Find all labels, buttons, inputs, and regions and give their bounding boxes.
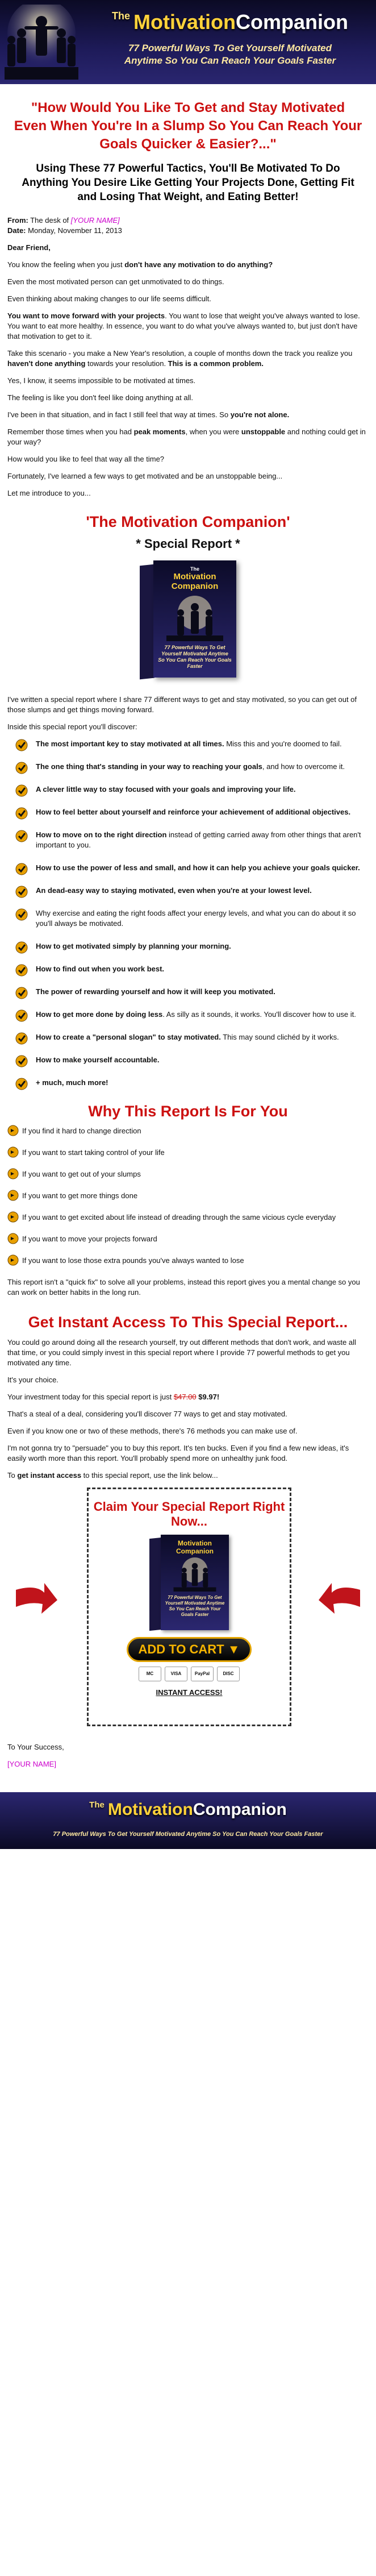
- arrow-right-icon: [13, 1578, 59, 1618]
- arrow-bullet-icon: [7, 1254, 19, 1266]
- checkmark-icon: [15, 863, 28, 875]
- letter-paragraph: You know the feeling when you just don't have any motivation to do anything?: [7, 260, 273, 269]
- special-report-label: * Special Report *: [136, 537, 240, 551]
- people-silhouettes-icon: [166, 596, 223, 641]
- letter-paragraph: Remember those times when you had peak moments, when you were unstoppable and nothing could get in your way?: [7, 427, 366, 446]
- for-you-closing: This report isn't a "quick fix" to solve all your problems, instead this report gives you a mental change so you can work on better habits in the long run.: [7, 1278, 360, 1297]
- benefit-item: How to move on to the right direction instead of getting carried away from other things that aren't important to you.: [15, 830, 369, 850]
- checkmark-icon: [15, 1078, 28, 1090]
- checkmark-icon: [15, 886, 28, 898]
- order-section: [7, 1488, 369, 1732]
- signoff-line: To Your Success,: [7, 1743, 64, 1751]
- access-paragraph: That's a steal of a deal, considering you'll discover 77 ways to get and stay motivated.: [7, 1410, 287, 1418]
- letter-paragraph: I've been in that situation, and in fact I still feel that way at times. So you're not alone.: [7, 410, 290, 419]
- arrow-left-icon: [317, 1578, 363, 1618]
- benefit-item: The one thing that's standing in your way to reaching your goals, and how to overcome it.: [15, 762, 369, 772]
- main-headline: "How Would You Like To Get and Stay Motivated Even When You're In a Slump So You Can Reach Your Goals Quicker & Easier?...": [14, 100, 362, 152]
- for-you-list: [7, 1126, 369, 1266]
- add-to-cart-button[interactable]: ADD TO CART ▼: [127, 1637, 252, 1662]
- payment-card-icon: MC: [139, 1667, 161, 1681]
- intro-paragraph: Inside this special report you'll discover:: [7, 722, 137, 731]
- for-you-item: If you want to start taking control of your life: [7, 1148, 369, 1158]
- people-silhouettes-icon: [5, 5, 78, 80]
- checkmark-icon: [15, 941, 28, 954]
- header-tagline: [91, 42, 369, 67]
- letter-paragraph: Take this scenario - you make a New Year's resolution, a couple of months down the track you realize you haven't done anything towards your resolution. This is a common problem.: [7, 349, 353, 368]
- checkmark-icon: [15, 908, 28, 921]
- benefit-item: Why exercise and eating the right foods affect your energy levels, and what you can do about it so you'll always be motivated.: [15, 908, 369, 929]
- benefits-list: [15, 739, 369, 1088]
- tagline-line-2: Anytime So You Can Reach Your Goals Faster: [124, 55, 336, 66]
- checkmark-icon: [15, 739, 28, 751]
- checkmark-icon: [15, 1009, 28, 1022]
- book-cover-image: Motivation Companion 77 Powerful Ways To Get Yourself Motivated Anytime So You Can Reach Your Goals Faster: [149, 1535, 229, 1631]
- access-paragraph: You could go around doing all the research yourself, try out different methods that don't work, and waste all that time, or you could simply invest in this special report where I provide 77 powerful methods to get you motivated any time.: [7, 1338, 356, 1367]
- book-front: The Motivation Companion 77 Powerful Ways To Get Yourself Motivated Anytime So You Can Reach Your Goals Faster: [153, 560, 236, 678]
- book-cover-image: [140, 560, 236, 680]
- arrow-bullet-icon: [7, 1125, 19, 1136]
- letter-paragraph: How would you like to feel that way all the time?: [7, 455, 165, 463]
- claim-heading: Claim Your Special Report Right Now...: [93, 1499, 285, 1528]
- header-banner: [0, 0, 376, 84]
- checkmark-icon: [15, 784, 28, 797]
- brand-logo: [91, 10, 369, 34]
- benefit-item: The power of rewarding yourself and how it will keep you motivated.: [15, 987, 369, 997]
- book-spine: [140, 564, 154, 680]
- access-paragraph: Even if you know one or two of these methods, there's 76 methods you can make use of.: [7, 1427, 298, 1435]
- arrow-bullet-icon: [7, 1233, 19, 1244]
- sub-headline: Using These 77 Powerful Tactics, You'll Be Motivated To Do Anything You Desire Like Getting Your Projects Done, Getting Fit and Losing That Weight, and Eating Better!: [22, 163, 354, 203]
- letter-paragraph: The feeling is like you don't feel like doing anything at all.: [7, 393, 193, 402]
- from-line: From: The desk of [YOUR NAME] Date: Monday, November 11, 2013: [7, 216, 122, 235]
- product-title: 'The Motivation Companion': [86, 513, 290, 530]
- chevron-down-icon: ▼: [227, 1642, 240, 1656]
- benefit-item: + much, much more!: [15, 1078, 369, 1088]
- tagline-line-1: 77 Powerful Ways To Get Yourself Motivated: [128, 43, 332, 53]
- arrow-bullet-icon: [7, 1146, 19, 1158]
- footer-brand: $^{The}$ MotivationCompanion: [89, 1800, 287, 1819]
- for-you-item: If you want to get out of your slumps: [7, 1169, 369, 1179]
- instant-access-link[interactable]: INSTANT ACCESS!: [156, 1688, 223, 1697]
- brand-companion: Companion: [236, 10, 348, 34]
- signoff-name: [YOUR NAME]: [7, 1760, 56, 1768]
- for-you-item: If you want to move your projects forward: [7, 1234, 369, 1244]
- for-you-item: If you want to get excited about life instead of dreading through the same vicious cycle everyday: [7, 1212, 369, 1223]
- checkmark-icon: [15, 987, 28, 999]
- benefit-item: How to use the power of less and small, and how it can help you achieve your goals quicker.: [15, 863, 369, 873]
- benefit-item: A clever little way to stay focused with your goals and improving your life.: [15, 784, 369, 795]
- benefit-item: How to feel better about yourself and reinforce your achievement of additional objectives.: [15, 807, 369, 817]
- checkmark-icon: [15, 1032, 28, 1045]
- greeting: Dear Friend,: [7, 243, 51, 252]
- benefit-item: How to find out when you work best.: [15, 964, 369, 974]
- for-you-item: If you find it hard to change direction: [7, 1126, 369, 1136]
- benefit-item: How to create a "personal slogan" to stay motivated. This may sound clichéd by it works.: [15, 1032, 369, 1042]
- payment-card-icon: VISA: [165, 1667, 187, 1681]
- footer-tagline: 77 Powerful Ways To Get Yourself Motivated Anytime So You Can Reach Your Goals Faster: [53, 1831, 323, 1838]
- access-paragraph: To get instant access to this special report, use the link below...: [7, 1471, 218, 1480]
- access-paragraph: I'm not gonna try to "persuade" you to buy this report. It's ten bucks. Even if you find a few new ideas, it's easily worth more than this report. You'll probably spend more on unhealthy junk food.: [7, 1444, 349, 1462]
- your-name-placeholder: [YOUR NAME]: [70, 216, 120, 225]
- benefit-item: How to get motivated simply by planning your morning.: [15, 941, 369, 952]
- intro-paragraph: I've written a special report where I share 77 different ways to get and stay motivated, so you can get out of those slumps and get things moving forward.: [7, 695, 357, 714]
- benefit-item: An dead-easy way to staying motivated, even when you're at your lowest level.: [15, 886, 369, 896]
- letter-paragraph: Even the most motivated person can get unmotivated to do things.: [7, 277, 224, 286]
- benefit-item: The most important key to stay motivated at all times. Miss this and you're doomed to fail.: [15, 739, 369, 749]
- date-value: Monday, November 11, 2013: [28, 226, 122, 235]
- letter-paragraph: Yes, I know, it seems impossible to be motivated at times.: [7, 376, 196, 385]
- brand-motivation: Motivation: [133, 10, 236, 34]
- benefit-item: How to make yourself accountable.: [15, 1055, 369, 1065]
- letter-paragraph: Even thinking about making changes to our life seems difficult.: [7, 294, 211, 303]
- order-box: [87, 1488, 291, 1726]
- checkmark-icon: [15, 762, 28, 774]
- for-you-title: Why This Report Is For You: [88, 1103, 288, 1120]
- letter-paragraph: Let me introduce to you...: [7, 489, 91, 497]
- arrow-bullet-icon: [7, 1190, 19, 1201]
- access-title: Get Instant Access To This Special Report...: [28, 1314, 348, 1331]
- brand-the: The: [112, 10, 131, 22]
- benefit-item: How to get more done by doing less. As silly as it sounds, it works. You'll discover how to use it.: [15, 1009, 369, 1020]
- letter-paragraph: You want to move forward with your projects. You want to lose that weight you've always wanted to lose. You want to eat more healthy. In essence, you want to do what you've always wanted to, but just don't have that motivation to get to it.: [7, 311, 360, 340]
- payment-card-icon: DISC: [217, 1667, 240, 1681]
- for-you-item: If you want to get more things done: [7, 1191, 369, 1201]
- price-paragraph: Your investment today for this special report is just $47.00 $9.97!: [7, 1393, 220, 1401]
- for-you-item: If you want to lose those extra pounds you've always wanted to lose: [7, 1256, 369, 1266]
- checkmark-icon: [15, 964, 28, 977]
- people-silhouettes-icon: [172, 1557, 218, 1592]
- letter-paragraph: Fortunately, I've learned a few ways to get motivated and be an unstoppable being...: [7, 472, 283, 480]
- arrow-bullet-icon: [7, 1168, 19, 1179]
- old-price: $47.00: [173, 1393, 197, 1401]
- checkmark-icon: [15, 807, 28, 820]
- payment-card-icon: PayPal: [191, 1667, 214, 1681]
- access-paragraph: It's your choice.: [7, 1376, 59, 1384]
- checkmark-icon: [15, 1055, 28, 1067]
- arrow-bullet-icon: [7, 1211, 19, 1223]
- payment-cards: [89, 1667, 290, 1681]
- new-price: $9.97!: [198, 1393, 220, 1401]
- footer-banner: [0, 1792, 376, 1849]
- checkmark-icon: [15, 830, 28, 842]
